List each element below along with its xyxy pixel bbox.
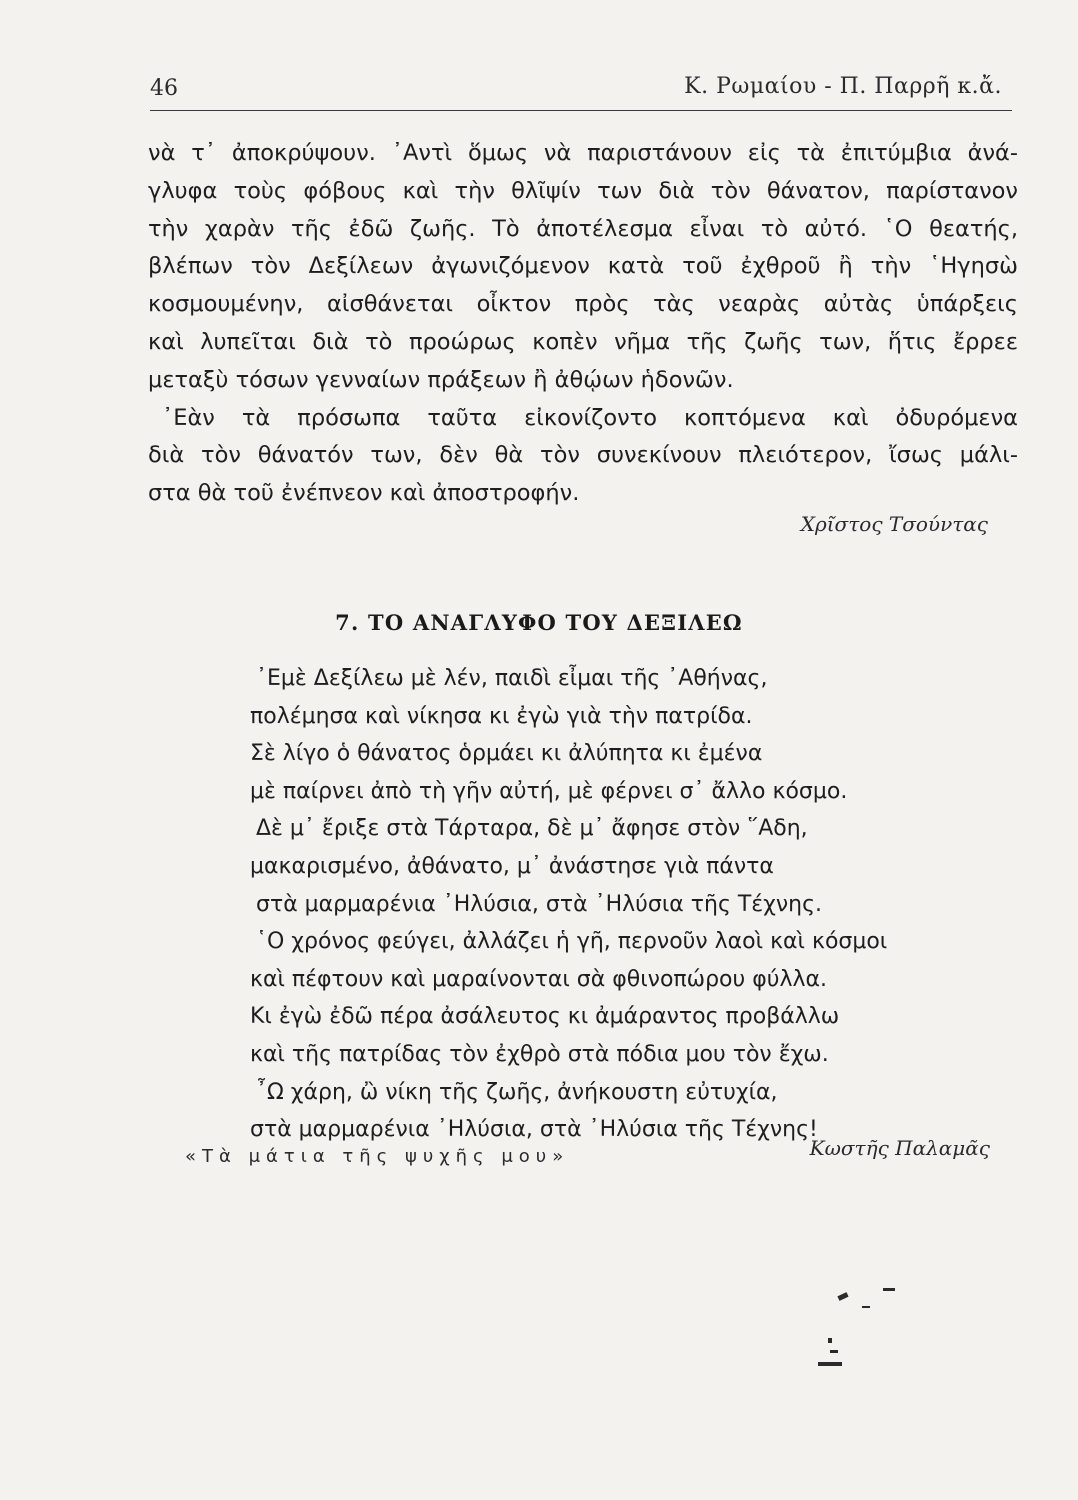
poem-verse: καὶ τῆς πατρίδας τὸν ἐχθρὸ στὰ πόδια μου τὸν ἔχω.: [250, 1041, 829, 1067]
poem-verse: στὰ μαρμαρένια ᾽Ηλύσια, στὰ ᾽Ηλύσια τῆς Τέχνης.: [256, 891, 823, 917]
prose-paragraphs: [148, 135, 1018, 513]
poem-author: Κωστῆς Παλαμᾶς: [809, 1136, 990, 1160]
ink-speck: [828, 1338, 832, 1343]
prose-line: τὴν χαρὰν τῆς ἐδῶ ζωῆς. Τὸ ἀποτέλεσμα εἶναι τὸ αὐτό. ῾Ο θεατής,: [148, 215, 1018, 242]
poem-verse: ῏Ω χάρη, ὢ νίκη τῆς ζωῆς, ἀνήκουστη εὐτυχία,: [256, 1079, 778, 1105]
poem-verse: Δὲ μ᾽ ἔριξε στὰ Τάρταρα, δὲ μ᾽ ἄφησε στὸν ῞Αδη,: [256, 816, 808, 842]
poem-title: 7. ΤΟ ΑΝΑΓΛΥΦΟ ΤΟΥ ΔΕΞΙΛΕΩ: [335, 610, 743, 635]
ink-speck: [837, 1292, 848, 1301]
prose-author-signature: Χρῖστος Τσούντας: [800, 512, 988, 536]
poem-verse: καὶ πέφτουν καὶ μαραίνονται σὰ φθινοπώρου φύλλα.: [250, 966, 828, 992]
poem-verse: μακαρισμένο, ἀθάνατο, μ᾽ ἀνάστησε γιὰ πάντα: [250, 853, 774, 879]
prose-line: στα θὰ τοῦ ἐνέπνεον καὶ ἀποστροφήν.: [148, 480, 580, 507]
page-number: 46: [150, 76, 178, 101]
poem-source-title: «Τὰ μάτια τῆς ψυχῆς μου»: [185, 1146, 570, 1167]
poem-verse: Σὲ λίγο ὁ θάνατος ὁρμάει κι ἀλύπητα κι ἐμένα: [250, 741, 763, 767]
poem-body: [250, 660, 950, 1149]
prose-line: διὰ τὸν θάνατόν των, δὲν θὰ τὸν συνεκίνουν πλειότερον, ἴσως μάλι-: [148, 442, 1018, 469]
ink-speck: [830, 1350, 838, 1353]
page-header: [150, 72, 1010, 106]
poem-verse: πολέμησα καὶ νίκησα κι ἐγὼ γιὰ τὴν πατρίδα.: [250, 703, 753, 729]
poem-verse: ᾽Εμὲ Δεξίλεω μὲ λέν, παιδὶ εἶμαι τῆς ᾽Αθήνας,: [256, 666, 768, 691]
ink-speck: [883, 1288, 895, 1291]
running-head: Κ. Ρωμαίου - Π. Παρρῆ κ.ἄ.: [684, 74, 1002, 99]
prose-line: κοσμουμένην, αἰσθάνεται οἶκτον πρὸς τὰς νεαρὰς αὐτὰς ὑπάρξεις: [148, 291, 1018, 318]
poem-verse: μὲ παίρνει ἀπὸ τὴ γῆν αὐτή, μὲ φέρνει σ᾽ ἄλλο κόσμο.: [250, 778, 848, 804]
prose-line: νὰ τ᾽ ἀποκρύψουν. ᾽Αντὶ ὅμως νὰ παριστάνουν εἰς τὰ ἐπιτύμβια ἀνά-: [148, 140, 1018, 166]
prose-line: ᾽Εὰν τὰ πρόσωπα ταῦτα εἰκονίζοντο κοπτόμενα καὶ ὀδυρόμενα: [162, 404, 1018, 431]
prose-line: καὶ λυπεῖται διὰ τὸ προώρως κοπὲν νῆμα τῆς ζωῆς των, ἥτις ἔρρεε: [148, 328, 1018, 355]
prose-line: γλυφα τοὺς φόβους καὶ τὴν θλῖψίν των διὰ τὸν θάνατον, παρίστανον: [148, 177, 1018, 204]
poem-verse: ῾Ο χρόνος φεύγει, ἀλλάζει ἡ γῆ, περνοῦν λαοὶ καὶ κόσμοι: [256, 929, 888, 955]
poem-verse: στὰ μαρμαρένια ᾽Ηλύσια, στὰ ᾽Ηλύσια τῆς Τέχνης!: [250, 1117, 818, 1143]
prose-line: μεταξὺ τόσων γενναίων πράξεων ἢ ἀθῴων ἡδονῶν.: [148, 366, 734, 393]
ink-speck: [862, 1306, 870, 1308]
header-rule: [150, 110, 1012, 111]
ink-speck: [818, 1362, 842, 1366]
poem-verse: Κι ἐγὼ ἐδῶ πέρα ἀσάλευτος κι ἀμάραντος προβάλλω: [250, 1004, 840, 1030]
prose-line: βλέπων τὸν Δεξίλεων ἀγωνιζόμενον κατὰ τοῦ ἐχθροῦ ἢ τὴν ῾Ηγησὼ: [148, 253, 1018, 280]
